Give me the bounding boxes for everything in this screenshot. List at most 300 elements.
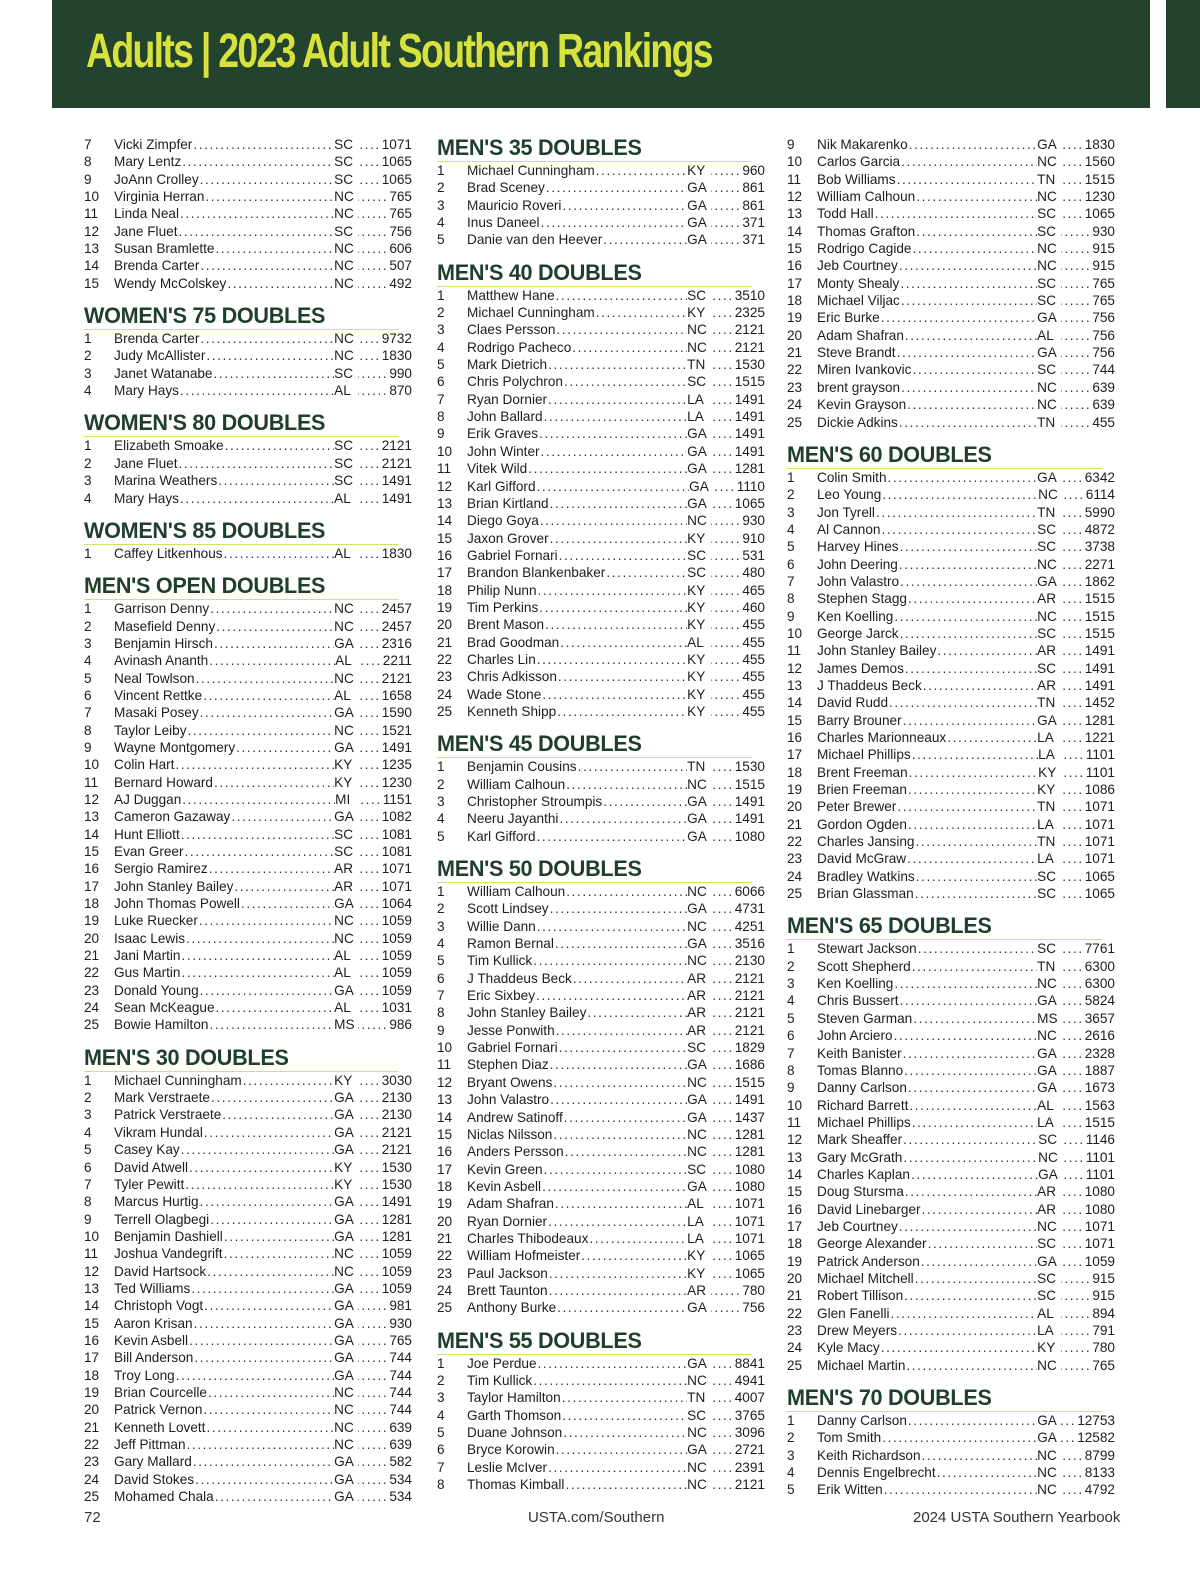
rank-number: 6 [437, 970, 445, 986]
rank-number: 15 [84, 844, 100, 859]
dot-leader [1061, 240, 1092, 257]
dot-leader [898, 1218, 1037, 1235]
state-code: GA [1037, 1045, 1057, 1061]
dot-leader [874, 205, 1037, 222]
player-name: David McGraw [817, 851, 907, 867]
rank-number: 11 [787, 643, 802, 659]
dot-leader [358, 1367, 389, 1384]
ranking-row [84, 240, 412, 257]
dot-leader [711, 776, 735, 793]
rank-number: 25 [787, 886, 803, 902]
rank-number: 4 [437, 215, 445, 231]
player-name: Benjamin Hirsch [114, 635, 213, 651]
state-code: AR [1037, 1184, 1057, 1200]
dot-leader [1061, 660, 1085, 677]
player-name: Scott Lindsey [467, 901, 549, 917]
dot-leader [904, 327, 1037, 344]
dot-leader [358, 878, 382, 895]
points-value: 756 [742, 1300, 765, 1316]
points-value: 1281 [381, 1211, 412, 1227]
player-name: Erik Graves [467, 426, 539, 442]
dot-leader [711, 952, 735, 969]
dot-leader [903, 1062, 1037, 1079]
dot-leader [896, 344, 1038, 361]
rank-number: 12 [437, 478, 453, 494]
player-name: Stewart Jackson [817, 941, 917, 957]
state-code: GA [687, 901, 707, 917]
player-name: Chris Adkisson [467, 669, 557, 685]
section-title: WOMEN'S 80 DOUBLES [84, 411, 399, 437]
player-name: Vitek Wild [467, 461, 528, 477]
rank-number: 12 [787, 189, 803, 205]
points-value: 765 [389, 1332, 412, 1348]
player-name: Colin Hart [114, 757, 175, 773]
points-value: 1515 [734, 1074, 765, 1090]
player-name: Todd Hall [817, 206, 874, 222]
ranking-row [84, 756, 412, 773]
player-name: Christoph Vogt [114, 1298, 204, 1314]
ranking-row [787, 1149, 1115, 1166]
state-code: LA [687, 409, 704, 425]
state-code: KY [687, 1265, 706, 1281]
rank-number: 13 [437, 1092, 453, 1108]
dot-leader [1061, 677, 1085, 694]
player-name: Leo Young [817, 487, 882, 503]
dot-leader [358, 1176, 382, 1193]
ranking-row [437, 478, 765, 495]
state-code: SC [334, 455, 354, 471]
ranking-row [787, 1097, 1115, 1114]
rank-number: 13 [84, 1280, 100, 1296]
dot-leader [1061, 414, 1092, 431]
points-value: 4731 [734, 901, 765, 917]
points-value: 1059 [381, 965, 412, 981]
ranking-row [787, 396, 1115, 413]
dot-leader [1061, 940, 1085, 957]
state-code: GA [1038, 1166, 1058, 1182]
state-code: AL [334, 1000, 351, 1016]
state-code: KY [334, 774, 353, 790]
points-value: 1071 [1084, 1218, 1115, 1234]
rank-number: 8 [437, 1005, 445, 1021]
points-value: 1686 [734, 1057, 765, 1073]
player-name: Monty Shealy [817, 275, 900, 291]
ranking-row [84, 545, 412, 562]
state-code: GA [689, 478, 709, 494]
dot-leader [711, 793, 735, 810]
rank-number: 10 [437, 1040, 453, 1056]
section-title: WOMEN'S 75 DOUBLES [84, 304, 399, 330]
points-value: 780 [1092, 1340, 1115, 1356]
dot-leader [711, 686, 742, 703]
dot-leader [532, 952, 687, 969]
points-value: 3030 [381, 1072, 412, 1088]
dot-leader [899, 573, 1037, 590]
points-value: 2121 [734, 339, 765, 355]
dot-leader [358, 999, 382, 1016]
dot-leader [921, 1201, 1038, 1218]
points-value: 1071 [734, 1230, 765, 1246]
dot-leader [358, 330, 382, 347]
points-value: 744 [389, 1367, 412, 1383]
points-value: 1230 [381, 774, 412, 790]
ranking-row [437, 530, 765, 547]
state-code: LA [687, 1230, 704, 1246]
points-value: 465 [742, 582, 765, 598]
ranking-row [787, 153, 1115, 170]
state-code: SC [687, 1040, 707, 1056]
ranking-row [84, 1471, 412, 1488]
ranking-row [437, 668, 765, 685]
dot-leader [358, 188, 389, 205]
dot-leader [555, 287, 688, 304]
player-name: John Thomas Powell [114, 896, 240, 912]
dot-leader [543, 1161, 688, 1178]
player-name: Brandon Blankenbaker [467, 565, 606, 581]
rank-number: 4 [84, 1124, 92, 1140]
rank-number: 17 [787, 1218, 803, 1234]
dot-leader [1061, 1357, 1092, 1374]
state-code: NC [687, 1425, 707, 1440]
dot-leader [711, 599, 742, 616]
points-value: 2130 [381, 1107, 412, 1123]
dot-leader [1061, 1218, 1085, 1235]
player-name: Brian Courcelle [114, 1384, 207, 1400]
player-name: Sean McKeague [114, 1000, 215, 1016]
dot-leader [1061, 992, 1085, 1009]
points-value: 1281 [734, 461, 765, 477]
state-code: GA [334, 1489, 354, 1505]
state-code: SC [687, 1407, 707, 1423]
points-value: 1065 [734, 495, 765, 511]
points-value: 455 [742, 651, 765, 667]
points-value: 2121 [734, 1005, 765, 1021]
ranking-row [437, 214, 765, 231]
dot-leader [899, 992, 1038, 1009]
points-value: 1491 [734, 443, 765, 459]
rank-number: 1 [437, 884, 445, 900]
player-name: David Stokes [114, 1471, 195, 1487]
state-code: GA [334, 1367, 354, 1383]
points-value: 1071 [734, 1213, 765, 1229]
dot-leader [208, 652, 335, 669]
dot-leader [554, 935, 687, 952]
dot-leader [1061, 257, 1092, 274]
player-name: David Hartsock [114, 1263, 207, 1279]
ranking-row [437, 1372, 765, 1389]
ranking-row [787, 469, 1115, 486]
player-name: John Winter [467, 443, 540, 459]
rank-number: 4 [437, 936, 445, 952]
points-value: 1491 [734, 409, 765, 425]
ranking-row [437, 1213, 765, 1230]
dot-leader [921, 1447, 1038, 1464]
rank-number: 23 [437, 669, 453, 685]
player-name: Drew Meyers [817, 1323, 898, 1338]
dot-leader [1061, 223, 1092, 240]
ranking-row [437, 460, 765, 477]
dot-leader [358, 826, 382, 843]
dot-leader [907, 781, 1037, 798]
points-value: 1071 [381, 878, 412, 894]
dot-leader [711, 1441, 735, 1458]
dot-leader [1061, 1027, 1085, 1044]
rank-number: 1 [787, 1413, 795, 1429]
state-code: NC [1037, 241, 1057, 257]
ranking-row [84, 330, 412, 347]
dot-leader [193, 1315, 335, 1332]
rank-number: 25 [437, 703, 453, 719]
rank-number: 10 [787, 625, 803, 641]
ranking-row [437, 1074, 765, 1091]
player-name: Anders Persson [467, 1144, 564, 1160]
ranking-section [437, 1329, 765, 1494]
player-name: Doug Stursma [817, 1184, 904, 1200]
ranking-section [437, 857, 765, 1317]
state-code: NC [334, 601, 354, 617]
points-value: 1491 [1084, 643, 1115, 659]
rank-number: 22 [787, 362, 803, 378]
points-value: 1059 [381, 913, 412, 929]
points-value: 1491 [734, 1092, 765, 1108]
ranking-row [787, 1062, 1115, 1079]
points-value: 1101 [1085, 747, 1115, 763]
player-name: Isaac Lewis [114, 930, 186, 946]
points-value: 756 [1092, 310, 1115, 326]
state-code: SC [334, 223, 354, 239]
ranking-row [787, 188, 1115, 205]
ranking-row [84, 1106, 412, 1123]
dot-leader [880, 1339, 1037, 1356]
player-name: Jesse Ponwith [467, 1022, 555, 1038]
points-value: 1080 [1084, 1184, 1115, 1200]
page-number: 72 [84, 1509, 101, 1526]
player-name: John Stanley Bailey [817, 643, 937, 659]
dot-leader [711, 1143, 735, 1160]
dot-leader [907, 1079, 1037, 1096]
state-code: GA [687, 495, 707, 511]
player-name: Tim Kullick [467, 953, 533, 969]
points-value: 371 [742, 215, 765, 231]
ranking-row [787, 1079, 1115, 1096]
dot-leader [911, 958, 1037, 975]
rank-number: 7 [84, 137, 92, 152]
rank-number: 12 [787, 1132, 803, 1148]
player-name: Mary Hays [114, 490, 179, 506]
dot-leader [1061, 205, 1085, 222]
ranking-row [84, 774, 412, 791]
rank-number: 13 [437, 495, 453, 511]
rank-number: 24 [787, 1340, 803, 1356]
player-name: David Atwell [114, 1159, 189, 1175]
points-value: 1101 [1085, 1149, 1115, 1165]
rank-number: 2 [84, 618, 92, 634]
points-value: 990 [389, 365, 412, 381]
dot-leader [203, 1124, 334, 1141]
player-name: Mark Sheaffer [817, 1132, 903, 1148]
dot-leader [1061, 712, 1085, 729]
player-name: George Jarck [817, 625, 899, 641]
rank-number: 18 [84, 1367, 100, 1383]
dot-leader [565, 776, 687, 793]
points-value: 2271 [1084, 556, 1115, 572]
points-value: 534 [389, 1489, 412, 1505]
points-value: 986 [389, 1017, 412, 1033]
rank-number: 16 [84, 1332, 100, 1348]
dot-leader [711, 900, 735, 917]
points-value: 2121 [734, 1477, 765, 1493]
points-value: 1101 [1085, 1166, 1115, 1182]
state-code: NC [687, 322, 707, 338]
dot-leader [711, 408, 735, 425]
dot-leader [359, 791, 383, 808]
dot-leader [711, 1247, 735, 1264]
dot-leader [711, 1126, 735, 1143]
ranking-row [787, 1339, 1115, 1356]
player-name: Gus Martin [114, 965, 181, 981]
state-code: SC [334, 171, 354, 187]
ranking-row [437, 1039, 765, 1056]
ranking-row [437, 793, 765, 810]
dot-leader [558, 1039, 688, 1056]
dot-leader [549, 530, 688, 547]
points-value: 1530 [734, 759, 765, 775]
dot-leader [711, 668, 742, 685]
dot-leader [358, 1072, 382, 1089]
dot-leader [1061, 1114, 1085, 1131]
rank-number: 1 [84, 601, 92, 617]
ranking-row [437, 339, 765, 356]
points-value: 2121 [734, 322, 765, 338]
state-code: NC [334, 275, 354, 291]
dot-leader [561, 1389, 687, 1406]
dot-leader [174, 756, 334, 773]
dot-leader [194, 1471, 334, 1488]
points-value: 1830 [1084, 137, 1115, 152]
dot-leader [711, 1282, 742, 1299]
points-value: 1059 [381, 1263, 412, 1279]
state-code: SC [687, 287, 707, 303]
player-name: Hunt Elliott [114, 826, 180, 842]
dot-leader [711, 1022, 735, 1039]
state-code: NC [687, 1074, 707, 1090]
dot-leader [711, 425, 735, 442]
state-code: GA [687, 1109, 707, 1125]
dot-leader [711, 651, 742, 668]
rank-number: 14 [787, 1166, 803, 1182]
dot-leader [555, 321, 687, 338]
state-code: NC [1037, 154, 1057, 170]
ranking-row [84, 1176, 412, 1193]
ranking-row [787, 764, 1115, 781]
ranking-row [437, 1247, 765, 1264]
dot-leader [711, 1407, 735, 1424]
dot-leader [548, 1282, 688, 1299]
dot-leader [358, 704, 382, 721]
player-name: John Valastro [467, 1092, 550, 1108]
state-code: NC [334, 331, 354, 347]
player-name: Mark Verstraete [114, 1090, 210, 1106]
ranking-row [84, 895, 412, 912]
state-code: TN [1037, 834, 1056, 850]
dot-leader [711, 582, 742, 599]
ranking-row [437, 408, 765, 425]
dot-leader [915, 868, 1037, 885]
player-name: Tim Perkins [467, 599, 539, 615]
section-title: MEN'S 50 DOUBLES [437, 857, 752, 883]
rank-number: 4 [787, 521, 795, 537]
dot-leader [193, 1349, 334, 1366]
dot-leader [564, 1143, 687, 1160]
dot-leader [1061, 1429, 1077, 1446]
state-code: NC [334, 348, 354, 364]
dot-leader [1062, 1166, 1086, 1183]
player-name: William Calhoun [817, 189, 916, 205]
ranking-row [84, 257, 412, 274]
player-name: Vikram Hundal [114, 1124, 203, 1140]
dot-leader [180, 1141, 334, 1158]
dot-leader [906, 396, 1037, 413]
ranking-section [84, 519, 412, 562]
points-value: 2721 [734, 1442, 765, 1458]
dot-leader [1061, 694, 1085, 711]
rank-number: 17 [437, 1161, 453, 1177]
state-code: SC [687, 547, 707, 563]
ranking-section [437, 732, 765, 845]
ranking-row [437, 1230, 765, 1247]
dot-leader [908, 764, 1039, 781]
rank-number: 1 [84, 438, 92, 454]
rank-number: 18 [437, 1178, 453, 1194]
dot-leader [358, 472, 382, 489]
dot-leader [358, 756, 382, 773]
dot-leader [184, 1176, 334, 1193]
ranking-row [84, 1228, 412, 1245]
dot-leader [206, 1263, 334, 1280]
dot-leader [580, 1247, 687, 1264]
state-code: TN [1037, 799, 1056, 815]
dot-leader [875, 504, 1037, 521]
dot-leader [893, 608, 1037, 625]
points-value: 1491 [381, 1194, 412, 1210]
state-code: GA [687, 426, 707, 442]
points-value: 480 [742, 565, 765, 581]
player-name: Thomas Kimball [467, 1477, 565, 1493]
ranking-row [787, 642, 1115, 659]
ranking-row [437, 758, 765, 775]
rank-number: 3 [787, 1447, 795, 1463]
ranking-row [84, 739, 412, 756]
player-name: Kenneth Lovett [114, 1419, 206, 1435]
dot-leader [549, 495, 688, 512]
dot-leader [1061, 625, 1085, 642]
ranking-row [437, 373, 765, 390]
dot-leader [711, 512, 742, 529]
dot-leader [711, 304, 735, 321]
rank-number: 11 [84, 206, 99, 222]
dot-leader [577, 758, 688, 775]
player-name: Ryan Dornier [467, 1213, 548, 1229]
ranking-row [437, 1143, 765, 1160]
rank-number: 25 [787, 414, 803, 430]
player-name: Niclas Nilsson [467, 1126, 553, 1142]
points-value: 1151 [382, 791, 412, 807]
rank-number: 8 [84, 154, 92, 170]
player-name: John Stanley Bailey [114, 878, 234, 894]
ranking-row [787, 486, 1115, 503]
ranking-row [84, 365, 412, 382]
player-name: Gary Mallard [114, 1454, 192, 1470]
